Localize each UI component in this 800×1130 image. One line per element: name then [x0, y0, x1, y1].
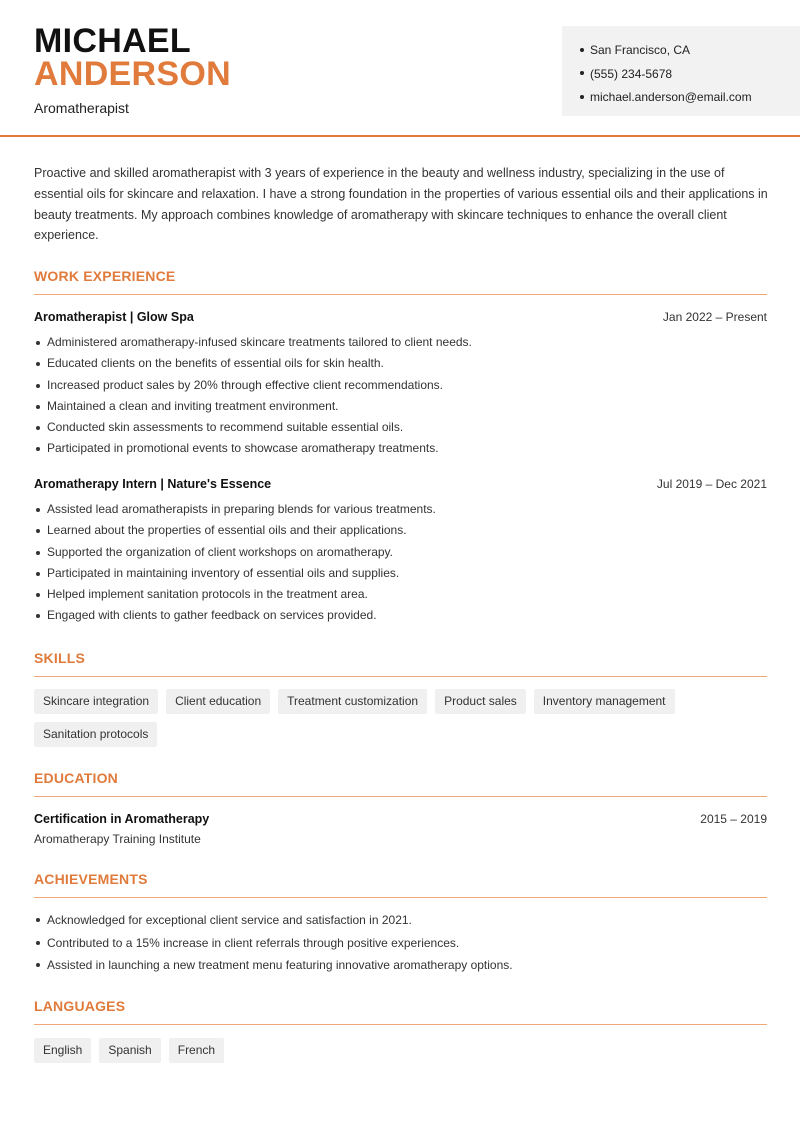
section-divider [34, 796, 767, 797]
job-title-1: Aromatherapist | Glow Spa [34, 310, 194, 324]
contact-phone: (555) 234-5678 [580, 63, 800, 87]
list-item: Assisted lead aromatherapists in preparing blends for various treatments. [34, 499, 767, 520]
skill-chip: Inventory management [534, 689, 675, 714]
bullet-icon [580, 71, 584, 75]
list-item: Learned about the properties of essential oils and their applications. [34, 520, 767, 541]
education-school: Aromatherapy Training Institute [34, 832, 201, 846]
section-divider [34, 676, 767, 677]
summary-paragraph: Proactive and skilled aromatherapist with 3 years of experience in the beauty and wellness industry, specializing in the use of essential oils for skincare and relaxation. I have a strong foundation in the properties of various essential oils and their applications in beauty treatments. My approach combines knowledge of aromatherapy with skincare techniques to enhance the overall client experience. [34, 166, 768, 243]
contact-email: michael.anderson@email.com [580, 86, 800, 110]
list-item: Participated in promotional events to showcase aromatherapy treatments. [34, 438, 767, 459]
list-item: Increased product sales by 20% through effective client recommendations. [34, 375, 767, 396]
job-date-2: Jul 2019 – Dec 2021 [656, 477, 767, 491]
skill-chip: Skincare integration [34, 689, 158, 714]
skills-heading: SKILLS [34, 650, 85, 666]
first-name: MICHAEL [34, 22, 191, 60]
list-item: Educated clients on the benefits of essential oils for skin health. [34, 353, 767, 374]
language-chip: French [169, 1038, 224, 1063]
education-degree: Certification in Aromatherapy [34, 812, 210, 826]
section-divider [34, 897, 767, 898]
last-name: ANDERSON [34, 55, 231, 93]
languages-list [34, 1038, 774, 1063]
list-item: Administered aromatherapy-infused skincare treatments tailored to client needs. [34, 332, 767, 353]
languages-heading: LANGUAGES [34, 998, 126, 1014]
list-item: Assisted in launching a new treatment menu featuring innovative aromatherapy options. [34, 954, 767, 977]
list-item: Conducted skin assessments to recommend suitable essential oils. [34, 417, 767, 438]
job-date-1: Jan 2022 – Present [662, 310, 767, 324]
list-item: Supported the organization of client workshops on aromatherapy. [34, 542, 767, 563]
skill-chip: Client education [166, 689, 270, 714]
skills-list [34, 689, 774, 747]
work-experience-heading: WORK EXPERIENCE [34, 268, 176, 284]
education-date: 2015 – 2019 [700, 812, 767, 826]
list-item: Acknowledged for exceptional client service and satisfaction in 2021. [34, 909, 767, 932]
contact-box [562, 26, 800, 116]
bullet-icon [580, 95, 584, 99]
achievements-list [34, 909, 767, 977]
job-title: Aromatherapist [34, 100, 129, 116]
language-chip: Spanish [99, 1038, 160, 1063]
list-item: Engaged with clients to gather feedback on services provided. [34, 605, 767, 626]
section-divider [34, 294, 767, 295]
list-item: Participated in maintaining inventory of essential oils and supplies. [34, 563, 767, 584]
job-2-bullets [34, 499, 767, 627]
list-item: Helped implement sanitation protocols in the treatment area. [34, 584, 767, 605]
achievements-heading: ACHIEVEMENTS [34, 871, 148, 887]
language-chip: English [34, 1038, 91, 1063]
list-item: Contributed to a 15% increase in client referrals through positive experiences. [34, 932, 767, 955]
bullet-icon [580, 48, 584, 52]
skill-chip: Treatment customization [278, 689, 427, 714]
section-divider [34, 1024, 767, 1025]
resume-header [0, 0, 800, 137]
skill-chip: Product sales [435, 689, 526, 714]
job-title-2: Aromatherapy Intern | Nature's Essence [34, 477, 272, 491]
list-item: Maintained a clean and inviting treatment environment. [34, 396, 767, 417]
education-heading: EDUCATION [34, 770, 118, 786]
skill-chip: Sanitation protocols [34, 722, 157, 747]
contact-location: San Francisco, CA [580, 39, 800, 63]
job-1-bullets [34, 332, 767, 460]
